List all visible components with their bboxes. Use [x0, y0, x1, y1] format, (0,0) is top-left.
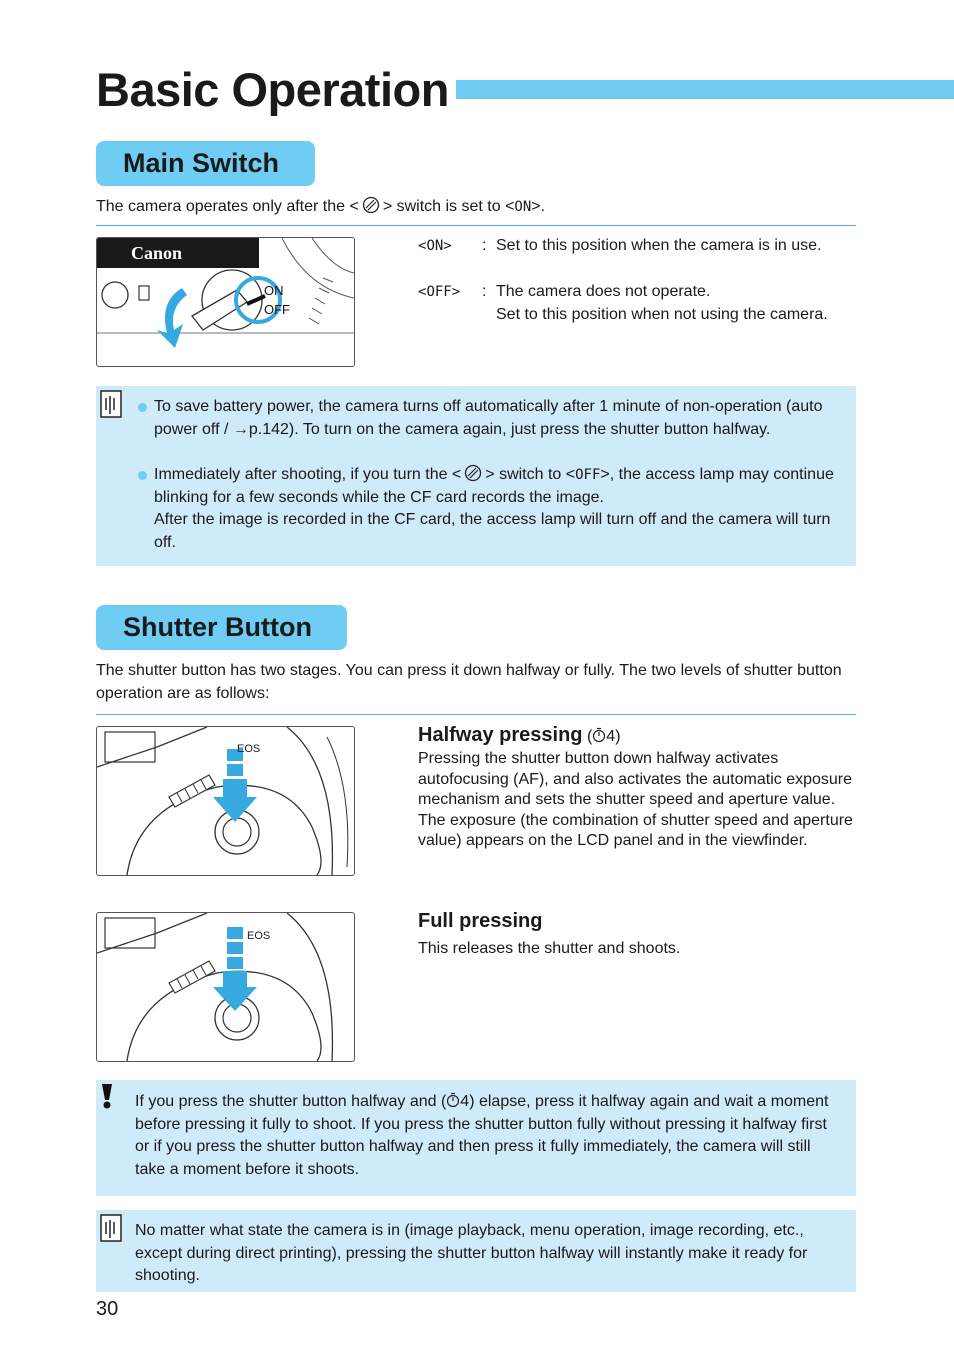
halfway-heading: Halfway pressing ( 4) [418, 724, 621, 746]
camera-switch-illustration [97, 238, 354, 366]
power-switch-icon [359, 196, 383, 214]
halfway-desc: Pressing the shutter button down halfway activates autofocusing (AF), and also activates the automatic exposure mechanism and sets the shutter speed and aperture value. The exposure (the combination of shutter speed and aperture value) appears on the LCD panel and in the viewfinder. [418, 750, 853, 849]
title-bar [456, 80, 954, 99]
position-on-desc: Set to this position when the camera is in use. [496, 237, 822, 254]
caution-icon [99, 1083, 115, 1109]
eos-label: EOS [237, 743, 261, 755]
position-on-code: <ON> [418, 238, 452, 254]
full-desc: This releases the shutter and shoots. [418, 940, 681, 957]
section-heading-main-switch: Main Switch [96, 141, 315, 186]
shutter-halfway-illustration [97, 727, 354, 875]
full-pressing-block [418, 910, 858, 960]
main-switch-intro: The camera operates only after the < > switch is set to <ON>. [96, 198, 546, 215]
caution-note [96, 1080, 856, 1196]
note-bullet-2: Immediately after shooting, if you turn the < > switch to <OFF>, the access lamp may continue blinking for a few seconds while the CF card records the image. After the image is recorded in the CF card, the access lamp will turn off and the camera will turn off. [154, 466, 834, 551]
halfway-pressing-block [418, 724, 858, 852]
full-heading: Full pressing [418, 910, 543, 932]
halfway-pressing-figure [96, 726, 355, 876]
switch-positions [418, 235, 858, 351]
bullet-icon [138, 403, 147, 412]
timer-icon [446, 1092, 460, 1108]
memo-icon [100, 390, 122, 418]
shutter-intro: The shutter button has two stages. You can press it down halfway or fully. The two levels of shutter button operation are as follows: [96, 662, 842, 702]
memo-icon [100, 1214, 122, 1242]
divider [96, 714, 856, 715]
final-note-text: No matter what state the camera is in (image playback, menu operation, image recording, etc., except during direct printing), pressing the shutter button halfway will instantly make it ready for shooting. [135, 1222, 808, 1284]
main-switch-figure [96, 237, 355, 367]
note-bullet-1: To save battery power, the camera turns off automatically after 1 minute of non-operation (auto power off / →p.142). To turn on the camera again, just press the shutter button halfway. [154, 398, 823, 438]
caution-text: If you press the shutter button halfway and ( 4) elapse, press it halfway again and wait a moment before pressing it fully to shoot. If you press the shutter button fully without pressing it halfway first or if you press the shutter button halfway and then press it fully immediately, the camera will still take a moment before it shoots. [135, 1093, 829, 1178]
off-label: OFF [264, 302, 290, 317]
page-number: 30 [96, 1298, 119, 1320]
position-off-code: <OFF> [418, 284, 461, 300]
main-switch-note [96, 386, 856, 566]
position-off-row: <OFF> : The camera does not operate. Set to this position when not using the camera. [418, 281, 858, 351]
full-pressing-figure [96, 912, 355, 1062]
eos-label: EOS [247, 930, 271, 942]
timer-icon [592, 727, 606, 743]
on-label: ON [264, 283, 284, 298]
position-on-row: <ON> : Set to this position when the camera is in use. [418, 235, 858, 281]
final-note [96, 1210, 856, 1292]
divider [96, 225, 856, 226]
power-switch-icon [461, 464, 485, 482]
canon-logo-text: Canon [131, 243, 183, 263]
shutter-full-illustration [97, 913, 354, 1061]
page-title: Basic Operation [96, 63, 449, 116]
section-heading-shutter-button: Shutter Button [96, 605, 347, 650]
bullet-icon [138, 471, 147, 480]
position-off-desc: The camera does not operate. Set to this position when not using the camera. [496, 283, 828, 323]
